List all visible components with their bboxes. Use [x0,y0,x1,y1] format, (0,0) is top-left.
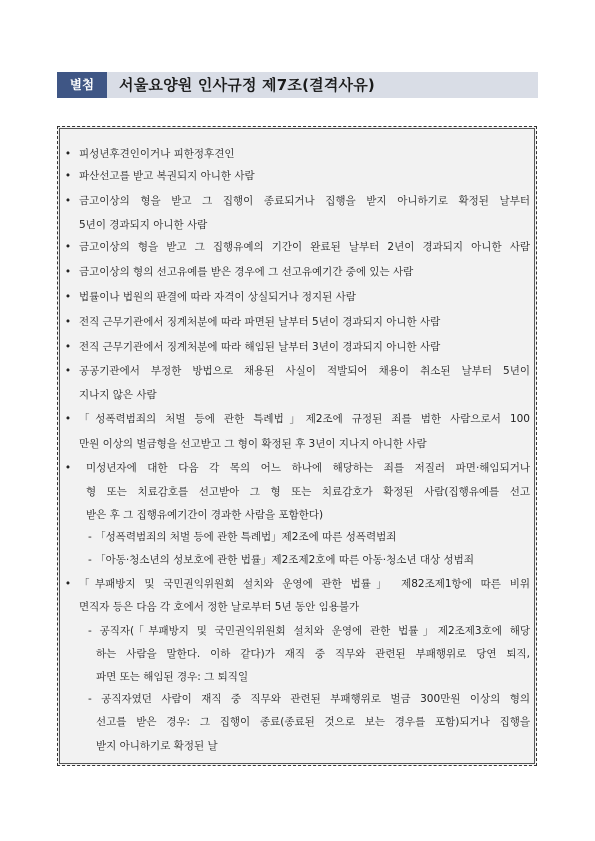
line-text: 금고이상의 형을 받고 그 집행이 종료되거나 집행을 받지 아니하기로 확정된 날부터 [79,195,530,207]
bullet-icon: • [64,241,72,253]
bullet-icon: • [64,413,72,425]
line-text: - 「성폭력범죄의 처벌 등에 관한 특례법」제2조에 따른 성폭력범죄 [88,531,397,543]
line-text: 하는 사람을 말한다. 이하 같다)가 재직 중 직무와 관련된 부패행위로 당연 퇴직, [96,648,530,660]
line-text: 법률이나 법원의 판결에 따라 자격이 상실되거나 정지된 사람 [79,291,356,303]
bullet-icon: • [64,170,72,182]
line-text: 공공기관에서 부정한 방법으로 채용된 사실이 적발되어 채용이 취소된 날부터 5년이 [79,365,530,377]
bullet-icon: • [64,462,72,474]
attachment-header [57,72,538,98]
line-text: 만원 이상의 벌금형을 선고받고 그 형이 확정된 후 3년이 지나지 아니한 사람 [79,438,427,450]
line-text: 5년이 경과되지 아니한 사람 [79,219,208,231]
line-text: 형 또는 치료감호를 선고받아 그 형 또는 치료감호가 확정된 사람(집행유예를 선고 [86,486,530,498]
attachment-tag: 별첨 [57,72,107,98]
bullet-icon: • [64,578,72,590]
line-text: 「부패방지 및 국민권익위원회 설치와 운영에 관한 법률」 제82조제1항에 따른 비위 [79,578,530,590]
bullet-icon: • [64,148,72,160]
line-text: - 공직자(「부패방지 및 국민권익위원회 설치와 운영에 관한 법률」제2조제3호에 해당 [88,625,530,637]
line-text: 피성년후견인이거나 피한정후견인 [79,148,235,160]
line-text: 면직자 등은 다음 각 호에서 정한 날로부터 5년 동안 임용불가 [79,601,360,613]
page-title: 서울요양원 인사규정 제7조(결격사유) [119,76,375,94]
line-text: 파산선고를 받고 복권되지 아니한 사람 [79,170,255,182]
bullet-icon: • [64,195,72,207]
disqualification-box [57,126,537,766]
line-text: 받지 아니하기로 확정된 날 [96,740,218,752]
line-text: 미성년자에 대한 다음 각 목의 어느 하나에 해당하는 죄를 저질러 파면·해임되거나 [86,462,530,474]
line-text: - 공직자였던 사람이 재직 중 직무와 관련된 부패행위로 벌금 300만원 이상의 형의 [88,693,530,705]
line-text: 선고를 받은 경우: 그 집행이 종료(종료된 것으로 보는 경우를 포함)되거나 집행을 [96,716,530,728]
bullet-icon: • [64,266,72,278]
bullet-icon: • [64,291,72,303]
line-text: 금고이상의 형의 선고유예를 받은 경우에 그 선고유예기간 중에 있는 사람 [79,266,414,278]
bullet-icon: • [64,341,72,353]
line-text: 지나지 않은 사람 [79,389,157,401]
bullet-icon: • [64,316,72,328]
line-text: 파면 또는 해임된 경우: 그 퇴직일 [96,671,249,683]
line-text: 「성폭력범죄의 처벌 등에 관한 특례법」제2조에 규정된 죄를 범한 사람으로서 100 [79,413,530,425]
line-text: 전직 근무기관에서 징계처분에 따라 해임된 날부터 3년이 경과되지 아니한 사람 [79,341,441,353]
line-text: 전직 근무기관에서 징계처분에 따라 파면된 날부터 5년이 경과되지 아니한 사람 [79,316,441,328]
bullet-icon: • [64,365,72,377]
line-text: 금고이상의 형을 받고 그 집행유예의 기간이 완료된 날부터 2년이 경과되지 아니한 사람 [79,241,530,253]
line-text: 받은 후 그 집행유예기간이 경과한 사람을 포함한다) [86,509,324,521]
line-text: - 「아동·청소년의 성보호에 관한 법률」제2조제2호에 따른 아동·청소년 대상 성범죄 [88,554,474,566]
